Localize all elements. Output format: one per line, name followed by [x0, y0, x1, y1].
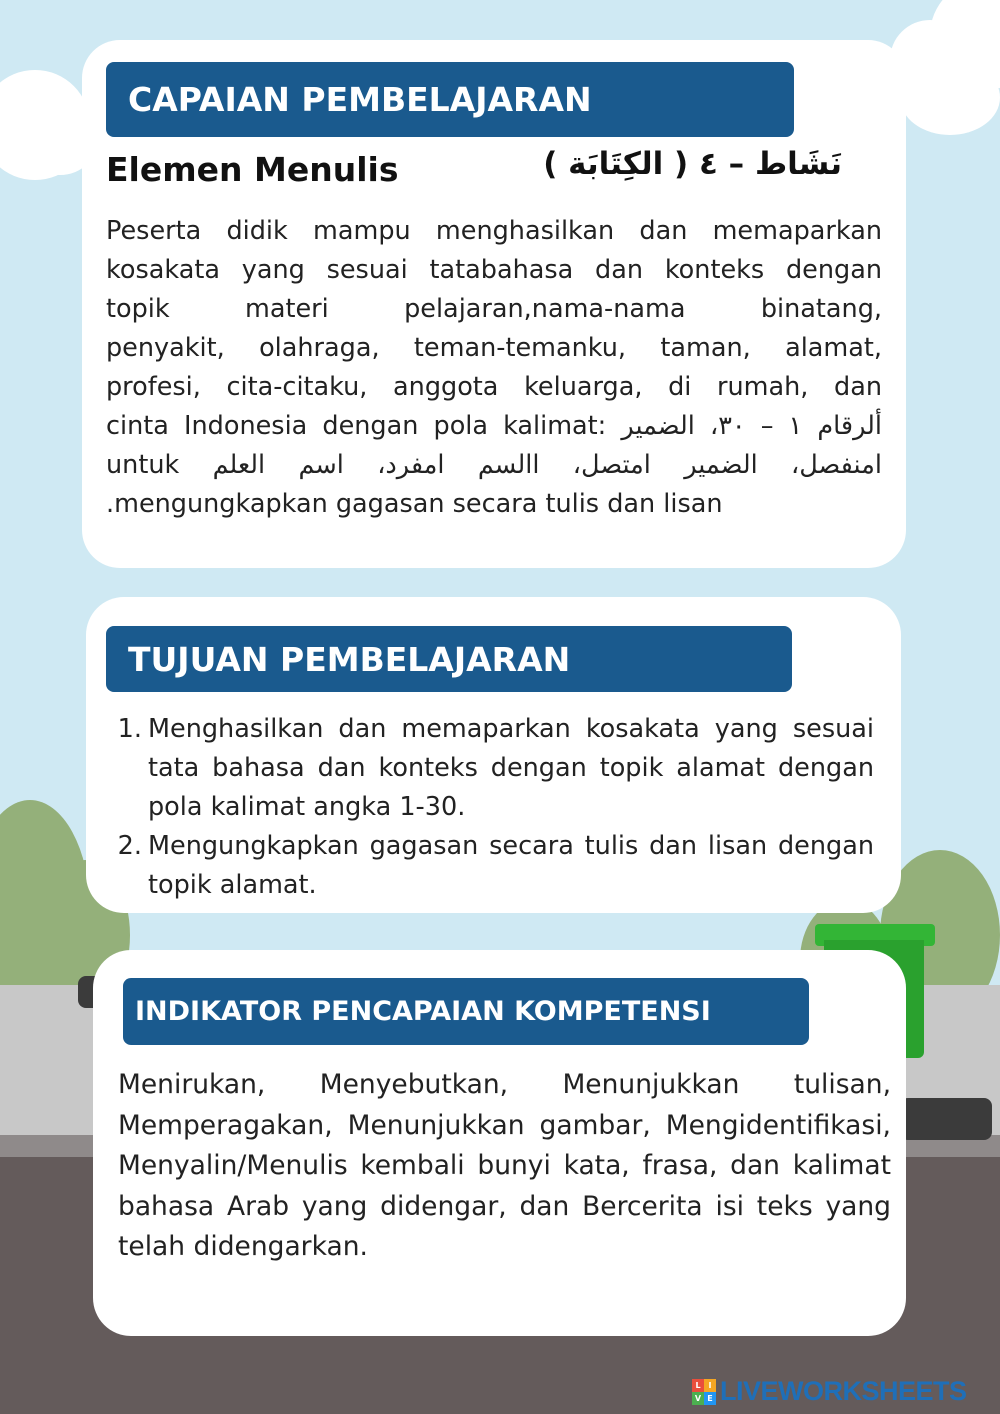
capaian-header [106, 62, 794, 137]
tujuan-header [106, 626, 792, 692]
logo-letter-e: E [704, 1392, 716, 1405]
liveworksheets-logo-icon [692, 1379, 716, 1405]
tujuan-list-container [106, 710, 874, 905]
tujuan-list [106, 710, 874, 905]
indikator-title: INDIKATOR PENCAPAIAN KOMPETENSI [135, 996, 711, 1027]
indikator-paragraph: Menirukan, Menyebutkan, Menunjukkan tulisan, Memperagakan, Menunjukkan gambar, Mengidentifikasi, Menyalin/Menulis kembali bunyi kata, frasa, dan kalimat bahasa Arab yang didengar, dan Bercerita isi teks yang telah didengarkan. [118, 1069, 891, 1262]
indikator-header [123, 978, 809, 1045]
tujuan-item-1-number: 1. [117, 714, 142, 744]
tujuan-card [86, 597, 901, 913]
element-label: Elemen Menulis [106, 150, 399, 189]
tujuan-item-2-number: 2. [117, 831, 142, 861]
arabic-activity-title: نَشَاط – ٤ ( الكِتَابَة ) [543, 146, 842, 182]
capaian-line-6: cinta Indonesia dengan pola kalimat: ألرقام ١ – ٣٠، الضمير [106, 411, 883, 441]
tujuan-item-2-text: Mengungkapkan gagasan secara tulis dan lisan dengan topik alamat. [148, 831, 874, 900]
capaian-line-5: profesi, cita-citaku, anggota keluarga, di rumah, dan [106, 372, 882, 402]
logo-letter-i: I [704, 1379, 716, 1392]
logo-letter-v: V [692, 1392, 704, 1405]
capaian-card [82, 40, 906, 568]
tujuan-item-1 [106, 710, 874, 827]
capaian-line-1: Peserta didik mampu menghasilkan dan memaparkan [106, 216, 882, 246]
capaian-line-7: untuk امنفصل، الضمير امتصل، االسم امفرد، اسم العلم [106, 450, 882, 480]
capaian-title: CAPAIAN PEMBELAJARAN [128, 80, 592, 119]
bench-right [900, 1098, 992, 1140]
capaian-line-4: penyakit, olahraga, teman-temanku, taman, alamat, [106, 333, 882, 363]
indikator-card [93, 950, 906, 1336]
capaian-line-2: kosakata yang sesuai tatabahasa dan konteks dengan [106, 255, 882, 285]
capaian-line-8: mengungkapkan gagasan secara tulis dan lisan. [106, 489, 723, 519]
tujuan-item-1-text: Menghasilkan dan memaparkan kosakata yang sesuai tata bahasa dan konteks dengan topik alamat dengan pola kalimat angka 1-30. [148, 714, 874, 822]
capaian-paragraph [106, 212, 882, 524]
liveworksheets-brand [692, 1376, 967, 1407]
tujuan-item-2 [106, 827, 874, 905]
cloud-right-3 [900, 60, 1000, 135]
capaian-line-3: topik materi pelajaran,nama-nama binatang, [106, 294, 882, 324]
logo-letter-l: L [692, 1379, 704, 1392]
liveworksheets-wordmark: LIVEWORKSHEETS [720, 1376, 967, 1406]
tujuan-title: TUJUAN PEMBELAJARAN [128, 639, 571, 679]
